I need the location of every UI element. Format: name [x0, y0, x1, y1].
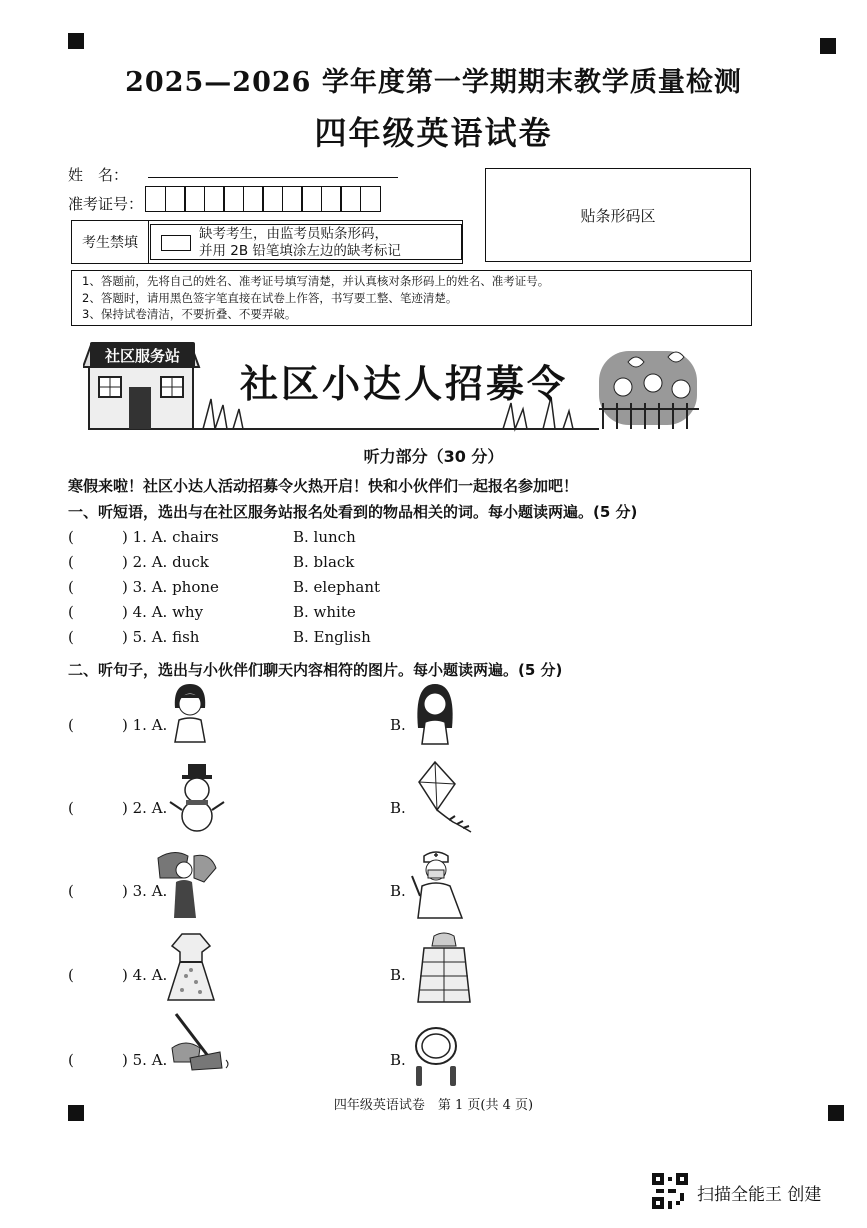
answer-blank[interactable]: (	[68, 553, 74, 571]
forbidden-text-1: 缺考考生，由监考员贴条形码，	[199, 226, 388, 242]
name-field[interactable]	[148, 176, 398, 178]
scanner-watermark: 扫描全能王 创建	[697, 1185, 822, 1205]
answer-blank[interactable]: (	[68, 1051, 74, 1069]
snowman-icon	[168, 762, 226, 832]
girl-short-hair-icon	[165, 680, 215, 744]
id-number-boxes[interactable]	[145, 186, 379, 212]
kite-icon	[413, 760, 475, 836]
jump-rope-icon	[408, 1024, 466, 1090]
option-a: ) 2. A.	[122, 799, 168, 817]
option-b: B.	[390, 882, 406, 900]
part1-heading: 一、听短语，选出与在社区服务站报名处看到的物品相关的词。每小题读两遍。(5 分)	[68, 503, 638, 521]
registration-mark	[68, 33, 84, 49]
listening-intro: 寒假来啦！社区小达人活动招募令火热开启！快和小伙伴们一起报名参加吧！	[68, 477, 579, 495]
answer-blank[interactable]: (	[68, 578, 74, 596]
option-b: B. black	[293, 553, 355, 571]
option-a: ) 2. A. duck	[122, 553, 209, 571]
forbidden-label: 考生禁填	[72, 221, 149, 263]
absent-mark-box	[71, 220, 463, 264]
banner-title: 社区小达人招募令	[240, 362, 569, 406]
barcode-area	[485, 168, 751, 262]
station-label: 社区服务站	[90, 342, 195, 368]
absent-checkbox[interactable]	[161, 235, 191, 251]
note-1: 1、答题前，先将自己的姓名、准考证号填写清楚，并认真核对条形码上的姓名、准考证号。	[82, 274, 550, 288]
answer-blank[interactable]: (	[68, 716, 74, 734]
answer-blank[interactable]: (	[68, 799, 74, 817]
note-2: 2、答题时，请用黑色签字笔直接在试卷上作答，书写要工整、笔迹清楚。	[82, 290, 458, 305]
option-b: B. lunch	[293, 528, 356, 546]
down-coat-icon	[414, 932, 474, 1004]
girl-long-hair-icon	[410, 680, 460, 746]
option-b: B.	[390, 716, 406, 734]
option-b: B.	[390, 1051, 406, 1069]
answer-blank[interactable]: (	[68, 628, 74, 646]
option-a: ) 1. A.	[122, 716, 168, 734]
part2-heading: 二、听句子，选出与小伙伴们聊天内容相符的图片。每小题读两遍。(5 分)	[68, 661, 563, 679]
option-a: ) 3. A. phone	[122, 578, 219, 596]
option-a: ) 4. A. why	[122, 603, 204, 621]
option-b: B.	[390, 799, 406, 817]
exam-title: 2025—2026 学年度第一学期期末教学质量检测	[125, 67, 742, 98]
answer-blank[interactable]: (	[68, 603, 74, 621]
farmer-with-harvest-icon	[154, 848, 218, 920]
registration-mark	[820, 38, 836, 54]
exam-subtitle: 四年级英语试卷	[314, 114, 553, 152]
option-a: ) 4. A.	[122, 966, 168, 984]
answer-blank[interactable]: (	[68, 966, 74, 984]
option-b: B. English	[293, 628, 371, 646]
page-footer: 四年级英语试卷 第 1 页(共 4 页)	[333, 1098, 534, 1113]
answer-blank[interactable]: (	[68, 528, 74, 546]
option-b: B. elephant	[293, 578, 381, 596]
option-a: ) 5. A.	[122, 1051, 168, 1069]
note-3: 3、保持试卷清洁，不要折叠、不要弄破。	[82, 307, 297, 321]
qr-code-icon	[652, 1173, 688, 1209]
id-label: 准考证号：	[68, 195, 144, 213]
option-b: B. white	[293, 603, 356, 621]
name-label: 姓 名：	[68, 166, 129, 184]
forbidden-text-2: 并用 2B 铅笔填涂左边的缺考标记	[199, 243, 401, 259]
option-b: B.	[390, 966, 406, 984]
listening-heading: 听力部分（30 分）	[363, 447, 504, 466]
option-a: ) 1. A. chairs	[122, 528, 219, 546]
nurse-icon	[406, 846, 468, 920]
option-a: ) 5. A. fish	[122, 628, 200, 646]
mop-bucket-icon	[160, 1012, 236, 1072]
barcode-label: 贴条形码区	[580, 206, 656, 225]
option-a: ) 3. A.	[122, 882, 168, 900]
flower-fence-icon	[599, 351, 699, 429]
instructions-box	[71, 270, 752, 326]
answer-blank[interactable]: (	[68, 882, 74, 900]
dress-icon	[166, 932, 216, 1002]
